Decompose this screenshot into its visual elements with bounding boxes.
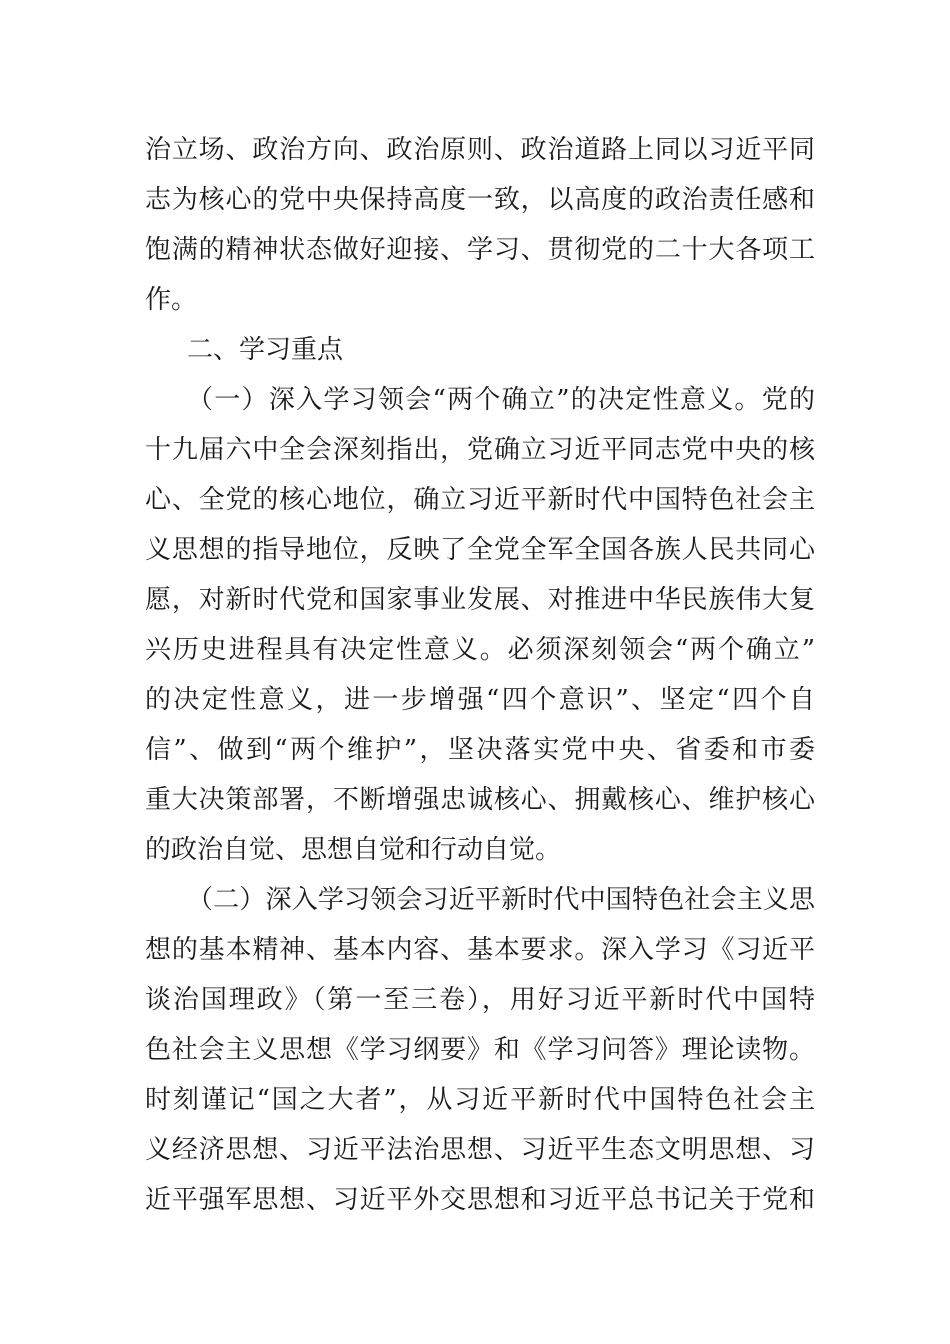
text-line: 愿，对新时代党和国家事业发展、对推进中华民族伟大复 <box>145 585 815 615</box>
text-line: 谈治国理政》（第一至三卷），用好习近平新时代中国特 <box>145 985 815 1015</box>
text-line: 信”、做到“两个维护”，坚决落实党中央、省委和市委 <box>145 735 815 765</box>
text-line: 义经济思想、习近平法治思想、习近平生态文明思想、习 <box>145 1135 815 1165</box>
text-line: 色社会主义思想《学习纲要》和《学习问答》理论读物。 <box>145 1035 815 1065</box>
text-line: 兴历史进程具有决定性意义。必须深刻领会“两个确立” <box>145 635 815 665</box>
text-line: 作。 <box>145 285 198 315</box>
text-line: 十九届六中全会深刻指出，党确立习近平同志党中央的核 <box>145 435 815 465</box>
text-line: 的决定性意义，进一步增强“四个意识”、坚定“四个自 <box>145 685 815 715</box>
text-line: 义思想的指导地位，反映了全党全军全国各族人民共同心 <box>145 535 815 565</box>
paragraph-first-line: （二）深入学习领会习近平新时代中国特色社会主义思 <box>187 885 815 915</box>
text-line: 饱满的精神状态做好迎接、学习、贯彻党的二十大各项工 <box>145 235 815 265</box>
text-line: 心、全党的核心地位，确立习近平新时代中国特色社会主 <box>145 485 815 515</box>
text-line: 重大决策部署，不断增强忠诚核心、拥戴核心、维护核心 <box>145 785 815 815</box>
text-line: 想的基本精神、基本内容、基本要求。深入学习《习近平 <box>145 935 815 965</box>
text-line: 的政治自觉、思想自觉和行动自觉。 <box>145 835 562 865</box>
text-line: 志为核心的党中央保持高度一致，以高度的政治责任感和 <box>145 185 815 215</box>
paragraph-first-line: （一）深入学习领会“两个确立”的决定性意义。党的 <box>187 385 815 415</box>
text-line: 近平强军思想、习近平外交思想和习近平总书记关于党和 <box>145 1185 815 1215</box>
text-line: 时刻谨记“国之大者”，从习近平新时代中国特色社会主 <box>145 1085 815 1115</box>
text-line: 治立场、政治方向、政治原则、政治道路上同以习近平同 <box>145 135 815 165</box>
section-heading: 二、学习重点 <box>187 335 344 365</box>
